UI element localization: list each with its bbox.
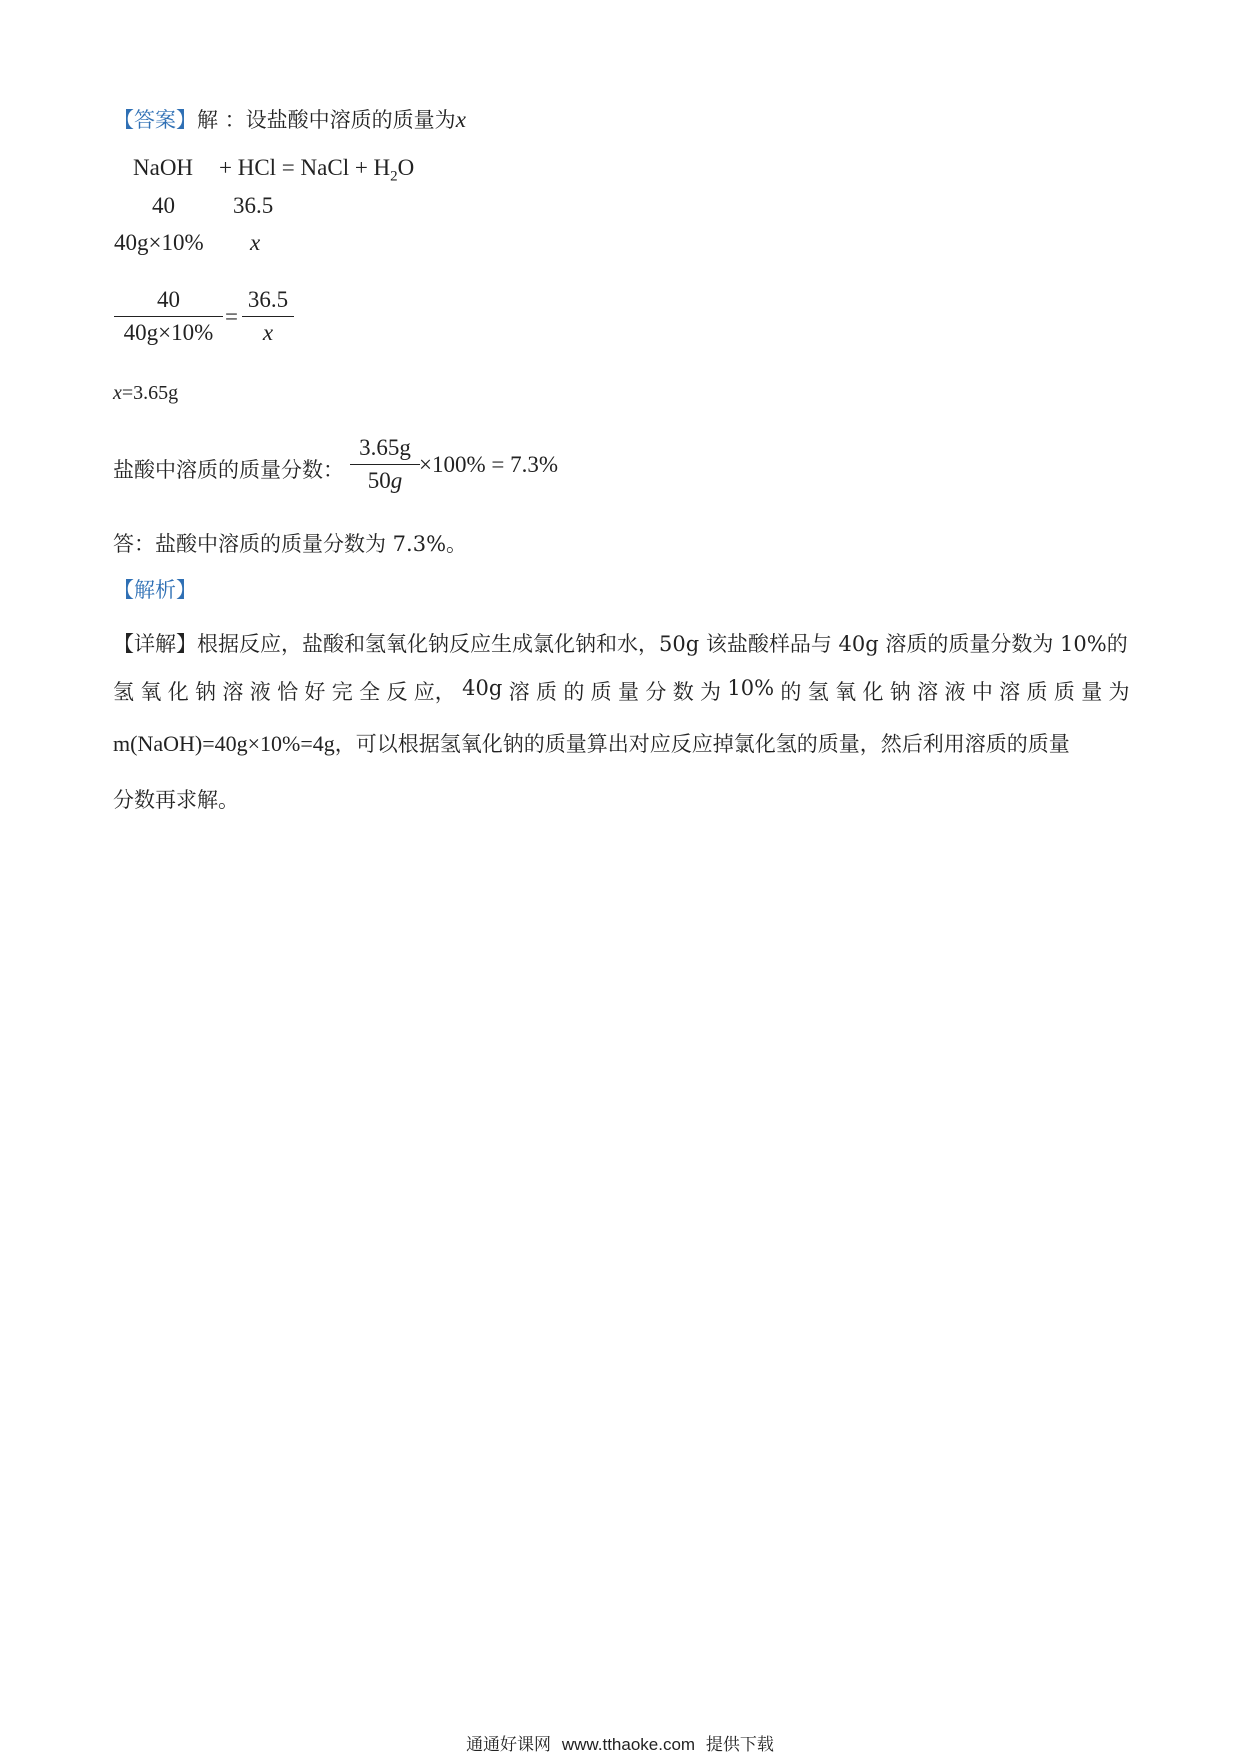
detail-line-2-word: 钠 xyxy=(195,680,217,704)
result-value: =3.65g xyxy=(121,382,179,404)
detail-line-2-word: 的 xyxy=(780,680,802,704)
detail-line-2-word: 液 xyxy=(249,680,271,704)
detail-line-4: 分数再求解。 xyxy=(113,788,239,812)
denominator-number: 50 xyxy=(367,468,391,493)
answer-intro: 解 ：设盐酸中溶质的质量为 xyxy=(197,108,456,132)
answer-tag: 【答案】 xyxy=(113,108,197,132)
detail-line-2-word: 溶 xyxy=(222,680,244,704)
equation-rest-a: + HCl = NaCl + H xyxy=(219,155,391,180)
detail-line-2-word: 分 xyxy=(645,680,667,704)
actual-mass-naoh: 40g×10% xyxy=(114,230,204,255)
molar-mass-naoh: 40 xyxy=(152,193,175,218)
proportion-right-fraction xyxy=(242,287,294,346)
detail-line-2-word: 40g xyxy=(462,676,503,700)
equation-rest xyxy=(219,155,414,186)
proportion-left-numerator: 40 xyxy=(157,287,180,312)
analysis-tag: 【解析】 xyxy=(113,578,197,602)
footer-site: 通通好课网 xyxy=(466,1735,552,1755)
detail-line-2-word: 量 xyxy=(1081,680,1103,704)
result-variable: x xyxy=(113,382,122,404)
detail-tag: 【详解】 xyxy=(113,632,197,656)
proportion-left-fraction xyxy=(114,287,223,346)
footer-suffix: 提供下载 xyxy=(705,1735,774,1755)
detail-line-2-word: 氧 xyxy=(140,680,162,704)
proportion-right-denominator: x xyxy=(262,320,274,345)
detail-line-2-word: 质 xyxy=(1053,680,1075,704)
proportion-left-denominator: 40g×10% xyxy=(123,320,214,345)
detail-line-2-word: 质 xyxy=(535,680,557,704)
detail-line-2-word: 化 xyxy=(167,680,189,704)
detail-text-1: 根据反应，盐酸和氢氧化钠反应生成氯化钠和水，50g 该盐酸样品与 40g 溶质的质量分数为 10%的 xyxy=(197,632,1128,656)
actual-mass-hcl: x xyxy=(250,230,261,255)
detail-line-2-word: 应， xyxy=(413,680,456,704)
footer-url: www.tthaoke.com xyxy=(561,1735,696,1754)
detail-line-2-word: 为 xyxy=(700,680,722,704)
detail-line-2-word: 量 xyxy=(618,680,640,704)
page-footer xyxy=(0,1730,1240,1755)
detail-line-2-word: 氢 xyxy=(807,680,829,704)
conclusion: 答：盐酸中溶质的质量分数为 7.3%。 xyxy=(113,532,468,556)
mass-fraction-denominator xyxy=(362,465,409,494)
answer-variable: x xyxy=(455,107,466,132)
mass-fraction-label: 盐酸中溶质的质量分数： xyxy=(113,458,344,482)
detail-line-2-word: 反 xyxy=(386,680,408,704)
detail-line-3 xyxy=(113,728,1130,758)
detail-line-2-word: 全 xyxy=(359,680,381,704)
answer-line xyxy=(113,104,466,134)
equation-reactant-naoh: NaOH xyxy=(133,155,194,180)
proportion-right-numerator: 36.5 xyxy=(247,287,289,312)
detail-text-3: ，可以根据氢氧化钠的质量算出对应反应掉氯化氢的质量，然后利用溶质的质量 xyxy=(334,732,1070,756)
equation-subscript: 2 xyxy=(390,168,398,185)
denominator-unit: g xyxy=(390,468,403,493)
mass-fraction-numerator: 3.65g xyxy=(359,435,411,460)
detail-line-2-word: 溶 xyxy=(508,680,530,704)
detail-line-1 xyxy=(113,628,1130,658)
detail-line-2 xyxy=(113,676,1130,706)
detail-line-2-word: 质 xyxy=(590,680,612,704)
detail-line-2-word: 好 xyxy=(304,680,326,704)
mass-fraction-tail: ×100% = 7.3% xyxy=(419,452,559,477)
detail-line-2-word: 化 xyxy=(862,680,884,704)
mass-fraction-fraction xyxy=(350,435,420,494)
result-line xyxy=(113,382,178,405)
detail-line-2-word: 中 xyxy=(971,680,993,704)
equation-rest-b: O xyxy=(397,155,415,180)
detail-line-2-word: 氧 xyxy=(835,680,857,704)
detail-line-2-word: 钠 xyxy=(889,680,911,704)
detail-line-2-word: 质 xyxy=(1026,680,1048,704)
detail-line-2-word: 数 xyxy=(672,680,694,704)
naoh-mass-expression: m(NaOH)=40g×10%=4g xyxy=(113,731,335,756)
detail-line-2-word: 恰 xyxy=(277,680,299,704)
detail-line-2-word: 溶 xyxy=(917,680,939,704)
proportion-equals: = xyxy=(225,304,238,329)
molar-mass-hcl: 36.5 xyxy=(233,193,274,218)
detail-line-2-word: 氢 xyxy=(113,680,134,704)
detail-line-2-word: 完 xyxy=(331,680,353,704)
detail-line-2-word: 为 xyxy=(1108,680,1130,704)
detail-line-2-word: 的 xyxy=(563,680,585,704)
detail-line-2-word: 10% xyxy=(727,676,775,700)
detail-line-2-word: 液 xyxy=(944,680,966,704)
detail-line-2-word: 溶 xyxy=(999,680,1021,704)
